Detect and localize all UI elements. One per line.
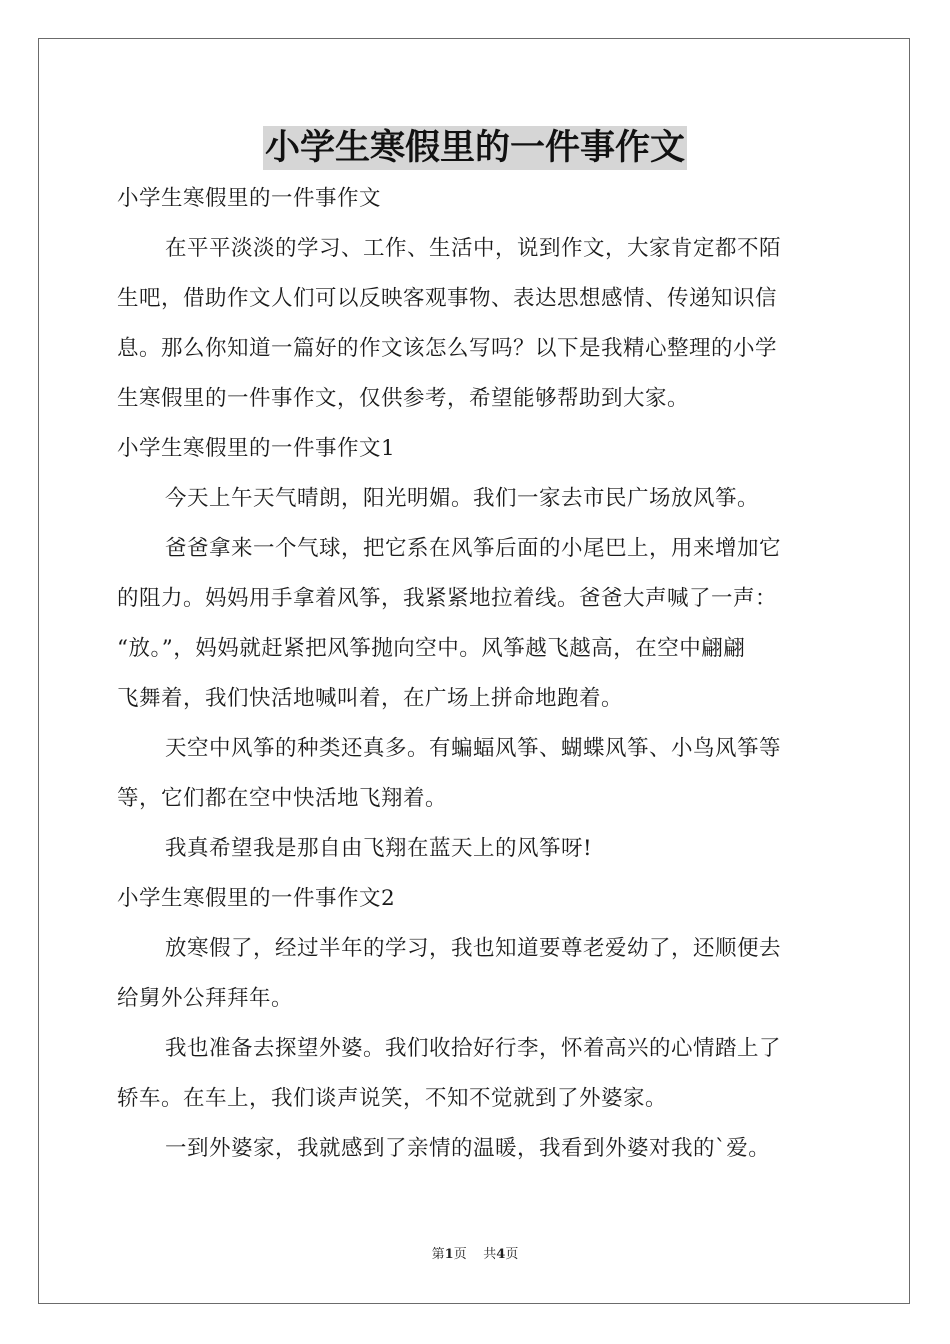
paragraph-line: 今天上午天气晴朗，阳光明媚。我们一家去市民广场放风筝。 [165,486,760,511]
paragraph-line: 在平平淡淡的学习、工作、生活中，说到作文，大家肯定都不陌 [165,236,782,261]
section-heading-1: 小学生寒假里的一件事作文1 [117,436,396,461]
title-container [0,126,950,170]
paragraph-line: 我也准备去探望外婆。我们收拾好行李，怀着高兴的心情踏上了 [165,1036,782,1061]
document-title: 小学生寒假里的一件事作文 [264,127,685,168]
page-suffix: 页 [453,1247,467,1262]
page-footer [0,1246,950,1264]
paragraph-line: 一到外婆家，我就感到了亲情的温暖，我看到外婆对我的`爱。 [165,1136,771,1161]
page-border [38,38,910,1304]
page-prefix: 第 [431,1247,445,1262]
paragraph-line: 生寒假里的一件事作文，仅供参考，希望能够帮助到大家。 [117,386,690,411]
paragraph-line: “放。”，妈妈就赶紧把风筝抛向空中。风筝越飞越高，在空中翩翩 [117,636,746,661]
paragraph-line: 飞舞着，我们快活地喊叫着，在广场上拼命地跑着。 [117,686,624,711]
paragraph-line: 等，它们都在空中快活地飞翔着。 [117,786,448,811]
paragraph-line: 天空中风筝的种类还真多。有蝙蝠风筝、蝴蝶风筝、小鸟风筝等 [165,736,782,761]
paragraph-line: 爸爸拿来一个气球，把它系在风筝后面的小尾巴上，用来增加它 [165,536,782,561]
subtitle-line: 小学生寒假里的一件事作文 [117,186,382,211]
paragraph-line: 放寒假了，经过半年的学习，我也知道要尊老爱幼了，还顺便去 [165,936,782,961]
paragraph-line: 我真希望我是那自由飞翔在蓝天上的风筝呀! [165,836,593,861]
section-heading-2: 小学生寒假里的一件事作文2 [117,886,396,911]
paragraph-line: 给舅外公拜拜年。 [117,986,294,1011]
total-pages: 4 [496,1247,506,1262]
total-prefix: 共 [483,1247,497,1262]
paragraph-line: 轿车。在车上，我们谈声说笑，不知不觉就到了外婆家。 [117,1086,668,1111]
page-number: 1 [444,1247,454,1262]
total-suffix: 页 [505,1247,519,1262]
paragraph-line: 的阻力。妈妈用手拿着风筝，我紧紧地拉着线。爸爸大声喊了一声： [117,586,778,611]
paragraph-line: 生吧，借助作文人们可以反映客观事物、表达思想感情、传递知识信 [117,286,778,311]
paragraph-line: 息。那么你知道一篇好的作文该怎么写吗？以下是我精心整理的小学 [117,336,778,361]
